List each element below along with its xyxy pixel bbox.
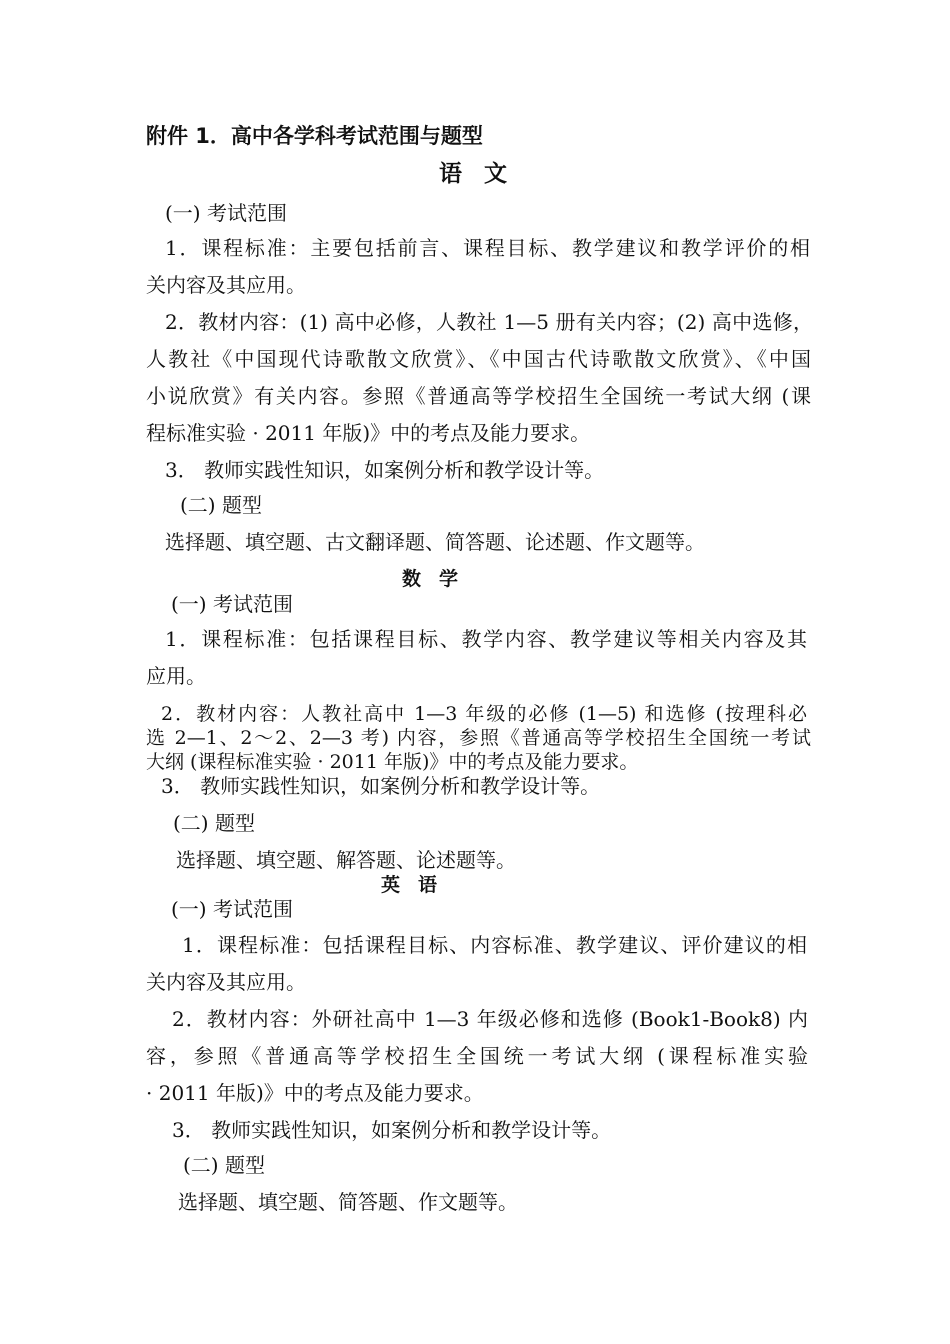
practical-knowledge: 3． 教师实践性知识，如案例分析和教学设计等。 — [165, 458, 605, 482]
section-title-math: 数学 — [402, 568, 477, 590]
practical-knowledge: 3． 教师实践性知识，如案例分析和教学设计等。 — [172, 1118, 612, 1142]
curriculum-standard-line-1: 1．课程标准：包括课程目标、内容标准、教学建议、评价建议的相 — [182, 933, 807, 957]
scope-heading-chinese: (一) 考试范围 — [165, 201, 287, 225]
curriculum-standard-line-2: 应用。 — [146, 664, 206, 688]
textbook-content-line-2: 容，参照《普通高等学校招生全国统一考试大纲 (课程标准实验 — [146, 1044, 808, 1068]
textbook-content-line-1: 2．教材内容：人教社高中 1—3 年级的必修 (1—5) 和选修 (按理科必 — [161, 703, 807, 725]
textbook-content-line-3: · 2011 年版)》中的考点及能力要求。 — [146, 1081, 484, 1105]
textbook-content-line-1: 2．教材内容：(1) 高中必修，人教社 1—5 册有关内容；(2) 高中选修， — [165, 310, 813, 334]
scope-heading-english: (一) 考试范围 — [171, 897, 293, 921]
curriculum-standard-line-1: 1．课程标准：主要包括前言、课程目标、教学建议和教学评价的相 — [165, 236, 810, 260]
document-heading: 附件 1．高中各学科考试范围与题型 — [146, 124, 483, 148]
textbook-content-line-4: 程标准实验 · 2011 年版)》中的考点及能力要求。 — [146, 421, 591, 445]
textbook-content-line-2: 选 2—1、2～2、2—3 考) 内容，参照《普通高等学校招生全国统一考试 — [146, 727, 811, 749]
types-heading-math: (二) 题型 — [173, 811, 255, 835]
section-title-chinese: 语文 — [439, 161, 529, 187]
question-types-math: 选择题、填空题、解答题、论述题等。 — [176, 848, 516, 872]
curriculum-standard-line-2: 关内容及其应用。 — [146, 273, 306, 297]
types-heading-english: (二) 题型 — [183, 1153, 265, 1177]
section-title-english: 英语 — [381, 874, 456, 896]
textbook-content-line-2: 人教社《中国现代诗歌散文欣赏》、《中国古代诗歌散文欣赏》、《中国 — [146, 347, 811, 371]
scope-heading-math: (一) 考试范围 — [171, 592, 293, 616]
curriculum-standard-line-2: 关内容及其应用。 — [146, 970, 306, 994]
types-heading-chinese: (二) 题型 — [180, 493, 262, 517]
practical-knowledge: 3． 教师实践性知识，如案例分析和教学设计等。 — [161, 774, 601, 798]
textbook-content-line-1: 2．教材内容：外研社高中 1—3 年级必修和选修 (Book1-Book8) 内 — [172, 1007, 808, 1031]
question-types-chinese: 选择题、填空题、古文翻译题、简答题、论述题、作文题等。 — [165, 530, 705, 554]
textbook-content-line-3: 大纲 (课程标准实验 · 2011 年版)》中的考点及能力要求。 — [146, 751, 639, 773]
question-types-english: 选择题、填空题、简答题、作文题等。 — [178, 1190, 518, 1214]
textbook-content-line-3: 小说欣赏》有关内容。参照《普通高等学校招生全国统一考试大纲 (课 — [146, 384, 811, 408]
curriculum-standard-line-1: 1．课程标准：包括课程目标、教学内容、教学建议等相关内容及其 — [165, 627, 807, 651]
